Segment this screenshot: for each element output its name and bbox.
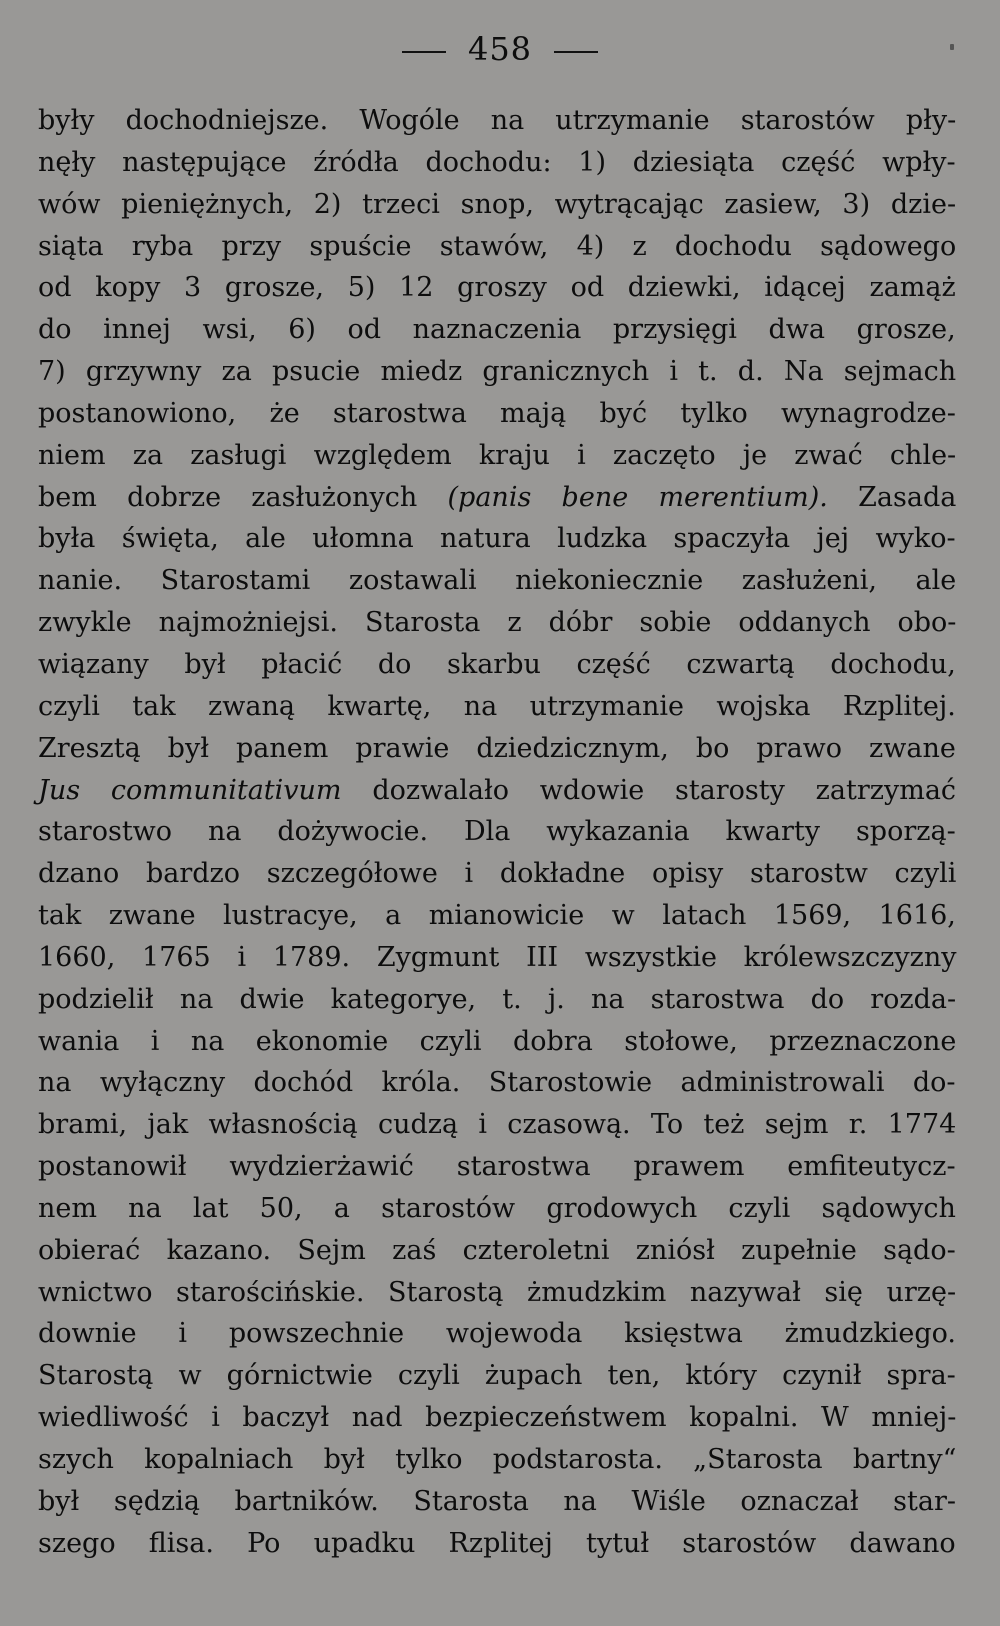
text-line xyxy=(38,811,956,853)
text-line xyxy=(38,142,956,184)
text-line xyxy=(38,1230,956,1272)
text-line xyxy=(38,309,956,351)
text-segment: Zasada xyxy=(827,481,957,513)
text-line xyxy=(38,1021,956,1063)
text-segment: nem na lat 50, a starostów grodowych czyli sądowych xyxy=(38,1192,956,1224)
text-segment: brami, jak własnością cudzą i czasową. To też sejm r. 1774 xyxy=(38,1109,957,1141)
text-line xyxy=(38,1439,956,1481)
text-segment: dozwalało wdowie starosty zatrzymać xyxy=(341,774,957,806)
text-line xyxy=(38,1313,956,1355)
page-number-text: 458 xyxy=(467,30,533,68)
text-segment: wania i na ekonomie czyli dobra stołowe, przeznaczone xyxy=(38,1025,957,1057)
text-line xyxy=(38,1355,956,1397)
text-segment: niem za zasługi względem kraju i zaczęto je zwać chle- xyxy=(38,439,957,471)
text-segment: wnictwo starościńskie. Starostą żmudzkim nazywał się urzę- xyxy=(38,1276,957,1308)
right-dash xyxy=(554,51,598,53)
text-segment: szych kopalniach był tylko podstarosta. „Starosta bartny“ xyxy=(38,1444,957,1475)
text-line xyxy=(38,518,956,560)
text-line xyxy=(38,435,956,477)
text-segment: podzielił na dwie kategorye, t. j. na starostwa do rozda- xyxy=(38,983,957,1015)
text-line xyxy=(38,979,956,1021)
text-segment: 1660, 1765 i 1789. Zygmunt III wszystkie królewszczyzny xyxy=(38,941,957,973)
text-segment: czyli tak zwaną kwartę, na utrzymanie wojska Rzplitej. xyxy=(38,690,956,722)
text-line xyxy=(38,393,956,435)
text-segment: Zresztą był panem prawie dziedzicznym, bo prawo zwane xyxy=(38,732,956,764)
text-segment: Starostą w górnictwie czyli żupach ten, który czynił spra- xyxy=(38,1360,956,1392)
text-line xyxy=(38,184,956,226)
text-line xyxy=(38,602,956,644)
text-segment: były dochodniejsze. Wogóle na utrzymanie starostów pły- xyxy=(38,105,957,136)
text-segment: 7) grzywny za psucie miedz granicznych i t. d. Na sejmach xyxy=(38,356,957,388)
text-segment: zwykle najmożniejsi. Starosta z dóbr sobie oddanych obo- xyxy=(38,607,957,639)
text-segment: downie i powszechnie wojewoda księstwa żmudzkiego. xyxy=(38,1318,956,1350)
text-segment: nęły następujące źródła dochodu: 1) dziesiąta część wpły- xyxy=(38,146,956,178)
italic-text-segment: (panis bene merentium). xyxy=(447,481,828,513)
body-text xyxy=(38,100,956,1565)
text-line xyxy=(38,895,956,937)
text-segment: szego flisa. Po upadku Rzplitej tytuł starostów dawano xyxy=(38,1527,956,1559)
text-segment: wów pieniężnych, 2) trzeci snop, wytrącając zasiew, 3) dzie- xyxy=(38,188,957,220)
text-segment: obierać kazano. Sejm zaś czteroletni zniósł zupełnie sądo- xyxy=(38,1234,956,1266)
text-line xyxy=(38,100,956,142)
text-line xyxy=(38,1062,956,1104)
text-segment: postanowił wydzierżawić starostwa prawem emfiteutycz- xyxy=(38,1151,956,1183)
text-segment: wiązany był płacić do skarbu część czwartą dochodu, xyxy=(38,648,956,680)
text-segment: nanie. Starostami zostawali niekoniecznie zasłużeni, ale xyxy=(38,565,957,597)
text-segment: tak zwane lustracye, a mianowicie w latach 1569, 1616, xyxy=(38,900,956,932)
text-line xyxy=(38,560,956,602)
text-segment: na wyłączny dochód króla. Starostowie administrowali do- xyxy=(38,1067,956,1099)
text-line xyxy=(38,1104,956,1146)
page-number xyxy=(0,30,1000,68)
text-line xyxy=(38,477,956,519)
text-line xyxy=(38,1272,956,1314)
text-segment: dzano bardzo szczegółowe i dokładne opisy starostw czyli xyxy=(38,858,957,890)
text-segment: starostwo na dożywocie. Dla wykazania kwarty sporzą- xyxy=(38,816,956,848)
text-line xyxy=(38,267,956,309)
text-segment: wiedliwość i baczył nad bezpieczeństwem kopalni. W mniej- xyxy=(38,1402,957,1434)
text-line xyxy=(38,226,956,268)
text-segment: do innej wsi, 6) od naznaczenia przysięgi dwa grosze, xyxy=(38,314,956,346)
text-line xyxy=(38,1481,956,1523)
text-line xyxy=(38,1188,956,1230)
text-segment: bem dobrze zasłużonych xyxy=(38,481,448,513)
text-line xyxy=(38,937,956,979)
text-line xyxy=(38,686,956,728)
text-segment: był sędzią bartników. Starosta na Wiśle oznaczał star- xyxy=(38,1485,956,1517)
text-segment: była święta, ale ułomna natura ludzka spaczyła jej wyko- xyxy=(38,523,956,555)
text-segment: postanowiono, że starostwa mają być tylko wynagrodze- xyxy=(38,397,956,429)
text-line xyxy=(38,853,956,895)
text-line xyxy=(38,770,956,812)
print-speck xyxy=(950,44,954,50)
text-line xyxy=(38,644,956,686)
text-line xyxy=(38,1397,956,1439)
text-line xyxy=(38,1523,956,1565)
text-line xyxy=(38,1146,956,1188)
text-line xyxy=(38,728,956,770)
text-line xyxy=(38,351,956,393)
text-segment: siąta ryba przy spuście stawów, 4) z dochodu sądowego xyxy=(38,230,957,262)
text-segment: od kopy 3 grosze, 5) 12 groszy od dziewki, idącej zamąż xyxy=(38,272,956,304)
italic-text-segment: Jus communitativum xyxy=(38,774,342,806)
left-dash xyxy=(402,51,446,53)
